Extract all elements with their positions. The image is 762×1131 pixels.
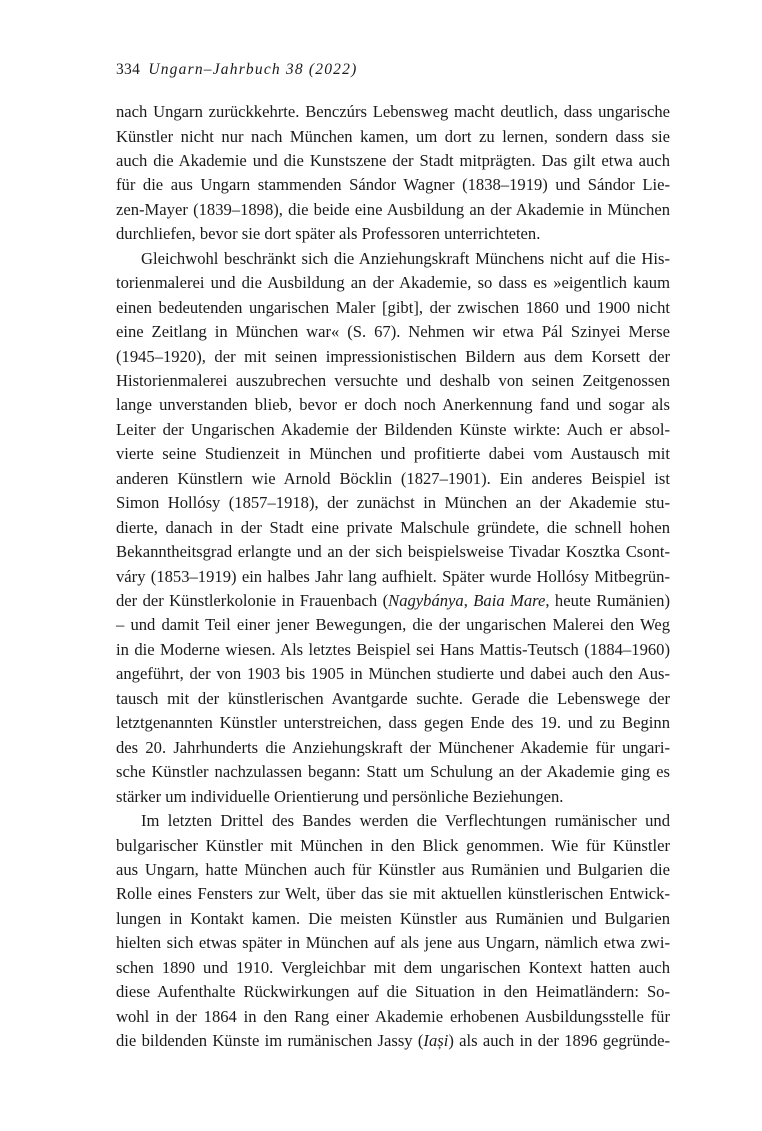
text-line xyxy=(116,591,670,611)
text-line: angeführt, der von 1903 bis 1905 in München studierte und dabei auch den Aus- xyxy=(116,664,670,684)
text-line: schen 1890 und 1910. Vergleichbar mit dem ungarischen Kontext hatten auch xyxy=(116,957,670,977)
running-title: Ungarn–Jahrbuch 38 (2022) xyxy=(148,61,358,78)
text-line: durchliefen, bevor sie dort später als Professoren unterrichteten. xyxy=(116,224,541,244)
text-span: der der Künstlerkolonie in Frauenbach ( xyxy=(116,591,389,610)
text-line: Leiter der Ungarischen Akademie der Bildenden Künste wirkte: Auch er absol- xyxy=(116,419,670,439)
italic-term: Nagybánya xyxy=(388,591,464,610)
italic-term: Iași xyxy=(423,1031,449,1051)
text-line: bulgarischer Künstler mit München in den Blick genommen. Wie für Künstler xyxy=(116,835,670,855)
text-line: anderen Künstlern wie Arnold Böcklin (1827–1901). Ein anderes Beispiel ist xyxy=(116,468,670,488)
text-line: einen bedeutenden ungarischen Maler [gibt], der zwischen 1860 und 1900 nicht xyxy=(116,297,670,317)
text-line: Gleichwohl beschränkt sich die Anziehungskraft Münchens nicht auf die His- xyxy=(141,248,670,268)
text-span: die bildenden Künste im rumänischen Jassy ( xyxy=(116,1031,424,1051)
text-line: letztgenannten Künstler unterstreichen, dass gegen Ende des 19. und zu Beginn xyxy=(116,713,670,733)
text-line: wohl in der 1864 in den Rang einer Akademie erhobenen Ausbildungsstelle für xyxy=(116,1006,670,1026)
italic-term: Baia Mare xyxy=(473,591,546,610)
text-line: des 20. Jahrhunderts die Anziehungskraft der Münchener Akademie für ungari- xyxy=(116,737,670,757)
text-line: zen-Mayer (1839–1898), die beide eine Ausbildung an der Akademie in München xyxy=(116,199,670,219)
text-line: aus Ungarn, hatte München auch für Künstler aus Rumänien und Bulgarien die xyxy=(116,859,670,879)
text-line: lange unverstanden blieb, bevor er doch noch Anerkennung fand und sogar als xyxy=(116,395,670,415)
text-line: auch die Akademie und die Kunstszene der Stadt mitprägten. Das gilt etwa auch xyxy=(116,150,670,170)
text-line: torienmalerei und die Ausbildung an der Akademie, so dass es »eigentlich kaum xyxy=(116,273,670,293)
text-line: Rolle eines Fensters zur Welt, über das sie mit aktuellen künstlerischen Entwick- xyxy=(116,884,670,904)
text-line: hielten sich etwas später in München auf als jene aus Ungarn, nämlich etwa zwi- xyxy=(116,933,670,953)
text-line: dierte, danach in der Stadt eine private Malschule gründete, die schnell hohen xyxy=(116,517,670,537)
text-line: sche Künstler nachzulassen begann: Statt um Schulung an der Akademie ging es xyxy=(116,762,670,782)
text-line xyxy=(116,1031,670,1051)
text-line: lungen in Kontakt kamen. Die meisten Künstler aus Rumänien und Bulgarien xyxy=(116,908,670,928)
text-line: für die aus Ungarn stammenden Sándor Wagner (1838–1919) und Sándor Lie- xyxy=(116,175,670,195)
text-line: diese Aufenthalte Rückwirkungen auf die Situation in den Heimatländern: So- xyxy=(116,982,670,1002)
text-line: Bekanntheitsgrad erlangte und an der sich beispielsweise Tivadar Kosztka Csont- xyxy=(116,542,670,562)
text-line: Historienmalerei auszubrechen versuchte und deshalb von seinen Zeitgenossen xyxy=(116,370,670,390)
text-line: (1945–1920), der mit seinen impressionistischen Bildern aus dem Korsett der xyxy=(116,346,670,366)
text-line: eine Zeitlang in München war« (S. 67). Nehmen wir etwa Pál Szinyei Merse xyxy=(116,322,670,341)
text-line: Künstler nicht nur nach München kamen, um dort zu lernen, sondern dass sie xyxy=(116,126,670,146)
text-line: Simon Hollósy (1857–1918), der zunächst in München an der Akademie stu- xyxy=(116,493,670,513)
text-line: Im letzten Drittel des Bandes werden die Verflechtungen rumänischer und xyxy=(141,811,670,830)
text-line: nach Ungarn zurückkehrte. Benczúrs Lebensweg macht deutlich, dass ungarische xyxy=(116,102,670,121)
text-span: , xyxy=(463,591,474,610)
text-span: , heute Rumänien) xyxy=(545,591,670,610)
text-line: vierte seine Studienzeit in München und profitierte dabei vom Austausch mit xyxy=(116,444,670,464)
text-line: váry (1853–1919) ein halbes Jahr lang aufhielt. Später wurde Hollósy Mitbegrün- xyxy=(116,566,670,586)
text-line: stärker um individuelle Orientierung und persönliche Beziehungen. xyxy=(116,786,564,806)
page-number: 334 xyxy=(116,61,141,78)
text-line: – und damit Teil einer jener Bewegungen, die der ungarischen Malerei den Weg xyxy=(116,615,670,635)
text-span: ) als auch in der 1896 gegründe- xyxy=(448,1031,670,1051)
text-line: tausch mit der künstlerischen Avantgarde suchte. Gerade die Lebenswege der xyxy=(116,688,670,708)
running-head xyxy=(116,61,357,79)
text-line: in die Moderne wiesen. Als letztes Beispiel sei Hans Mattis-Teutsch (1884–1960) xyxy=(116,639,670,659)
